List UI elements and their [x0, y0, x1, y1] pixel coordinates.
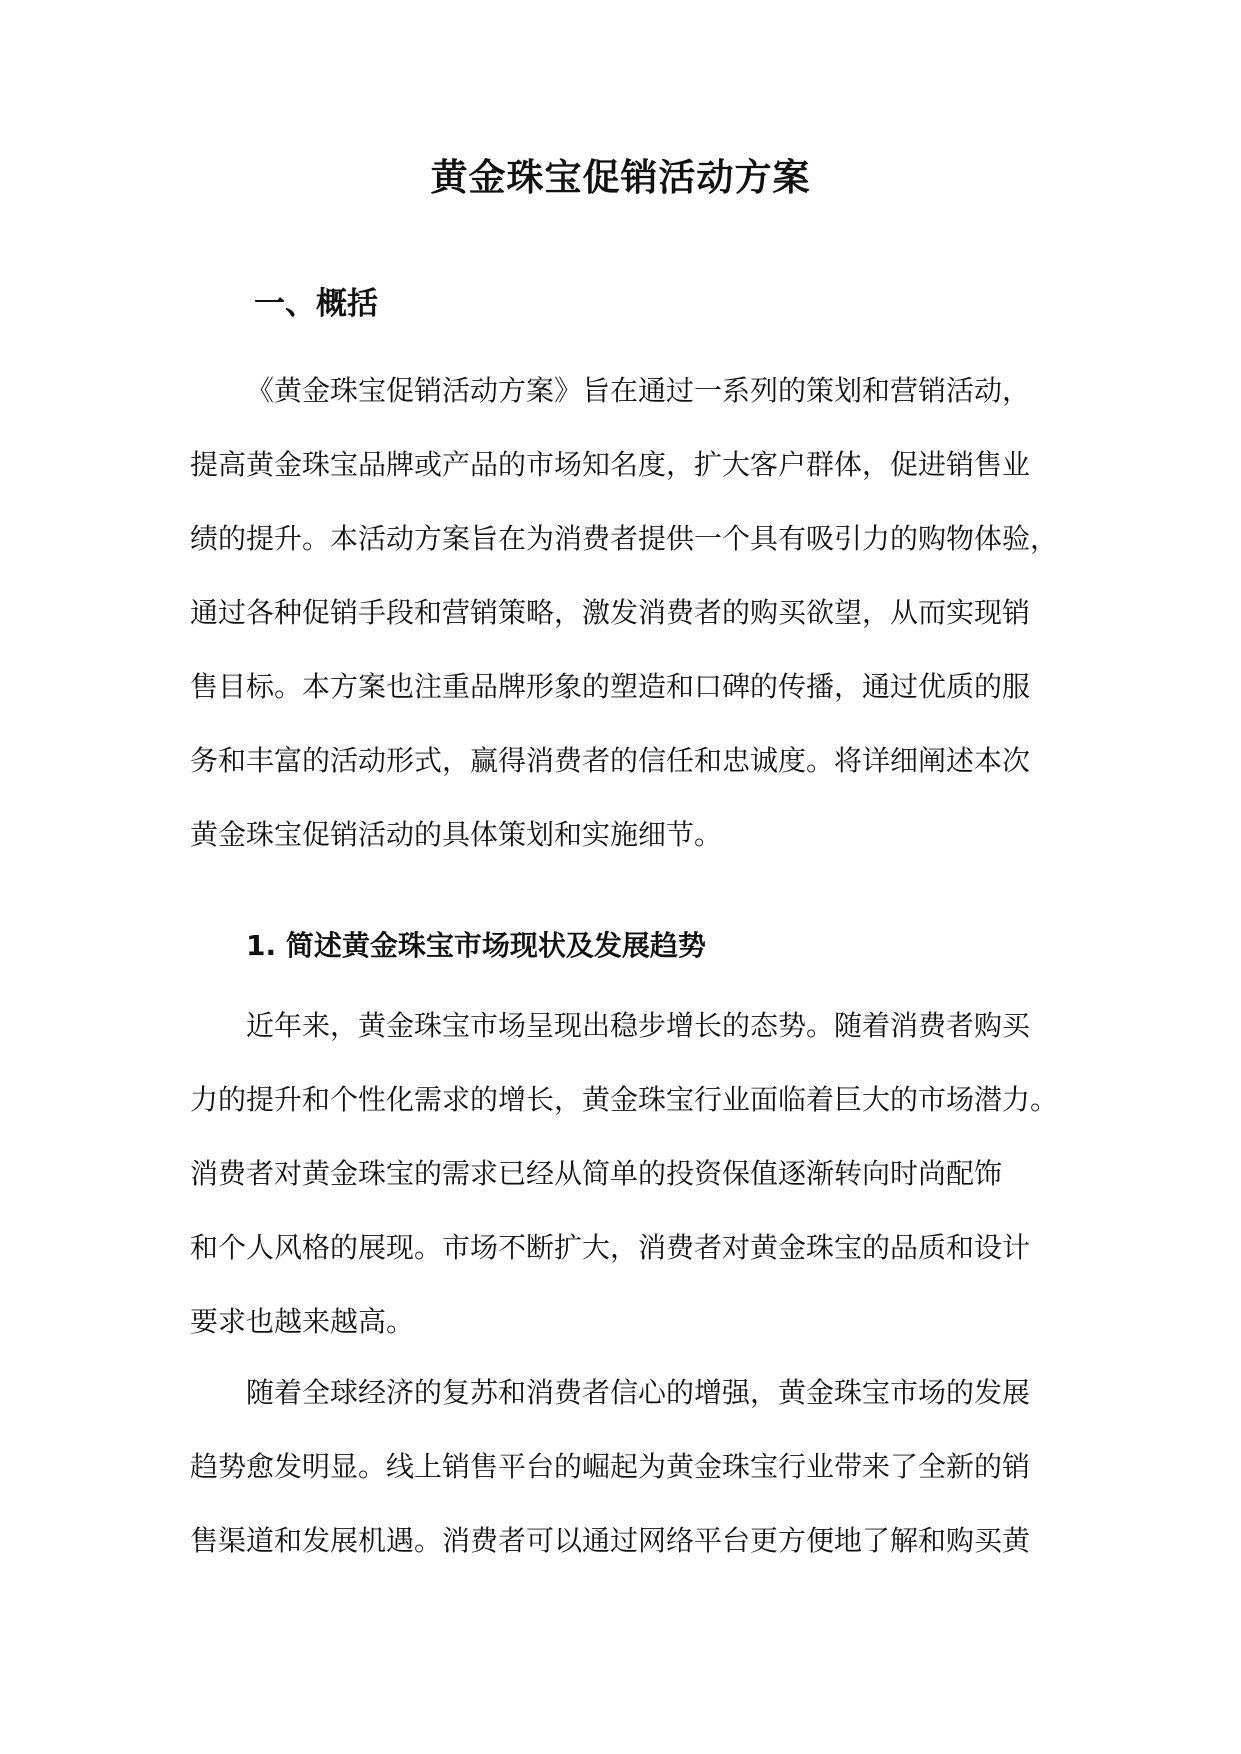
subsection-heading-market: 1. 简述黄金珠宝市场现状及发展趋势 [246, 929, 706, 962]
paragraph-line: 提高黄金珠宝品牌或产品的市场知名度，扩大客户群体，促进销售业 [190, 448, 1031, 481]
paragraph-line: 黄金珠宝促销活动的具体策划和实施细节。 [190, 818, 723, 851]
document-title: 黄金珠宝促销活动方案 [430, 155, 811, 199]
paragraph-line: 趋势愈发明显。线上销售平台的崛起为黄金珠宝行业带来了全新的销 [190, 1450, 1031, 1483]
paragraph-market-trend [190, 1356, 1060, 1578]
paragraph-line: 绩的提升。本活动方案旨在为消费者提供一个具有吸引力的购物体验， [190, 522, 1059, 555]
paragraph-line: 要求也越来越高。 [190, 1305, 415, 1338]
paragraph-market-status [190, 989, 1060, 1359]
paragraph-line: 《黄金珠宝促销活动方案》旨在通过一系列的策划和营销活动， [246, 374, 1031, 407]
section-heading-overview: 一、概括 [254, 286, 378, 322]
paragraph-line: 售目标。本方案也注重品牌形象的塑造和口碑的传播，通过优质的服 [190, 670, 1031, 703]
paragraph-line: 通过各种促销手段和营销策略，激发消费者的购买欲望，从而实现销 [190, 596, 1031, 629]
paragraph-overview [190, 354, 1060, 872]
paragraph-line: 近年来，黄金珠宝市场呈现出稳步增长的态势。随着消费者购买 [246, 1009, 1031, 1042]
paragraph-line: 售渠道和发展机遇。消费者可以通过网络平台更方便地了解和购买黄 [190, 1524, 1031, 1557]
paragraph-line: 务和丰富的活动形式，赢得消费者的信任和忠诚度。将详细阐述本次 [190, 744, 1031, 777]
paragraph-line: 和个人风格的展现。市场不断扩大，消费者对黄金珠宝的品质和设计 [190, 1231, 1031, 1264]
paragraph-line: 随着全球经济的复苏和消费者信心的增强，黄金珠宝市场的发展 [246, 1376, 1031, 1409]
paragraph-line: 消费者对黄金珠宝的需求已经从简单的投资保值逐渐转向时尚配饰 [190, 1157, 1003, 1190]
paragraph-line: 力的提升和个性化需求的增长，黄金珠宝行业面临着巨大的市场潜力。 [190, 1083, 1059, 1116]
